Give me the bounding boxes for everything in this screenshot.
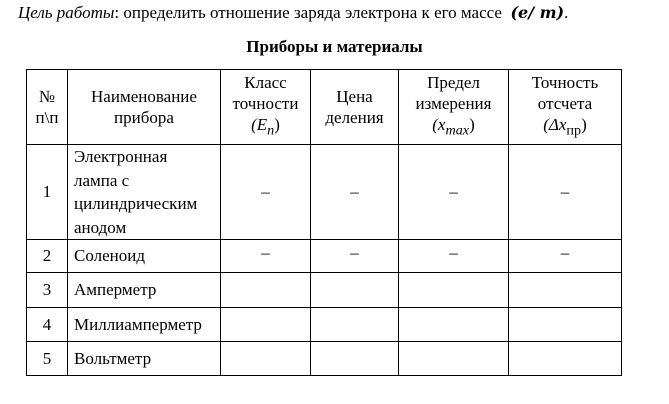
row-name: Вольтметр [68,342,221,376]
table-row [27,145,622,240]
cell-limit [399,308,509,342]
header-class-line1: Класс [244,73,287,93]
header-limit-line2: измерения [415,94,492,114]
cell-class: – [221,240,311,273]
goal-formula: (e/ m) [510,3,565,22]
cell-price [311,342,399,376]
header-price-line1: Цена [336,87,373,106]
cell-limit: – [399,240,509,273]
header-row [27,70,622,145]
goal-text: : определить отношение заряда электрона к его массе [114,3,502,22]
row-name-line: анодом [74,217,127,237]
row-name [68,145,221,240]
goal-label: Цель работы [18,3,115,22]
header-accuracy-line2: отсчета [537,94,593,114]
table-row [27,342,622,376]
row-number: 2 [27,240,68,273]
goal-statement [18,3,568,23]
cell-accuracy [509,308,622,342]
row-number: 3 [27,273,68,308]
cell-class [221,342,311,376]
cell-class [221,308,311,342]
row-name: Миллиамперметр [68,308,221,342]
header-limit-symbol: $(x_{max})$ [432,115,475,139]
cell-price: – [311,145,399,240]
header-num-line2: п\п [35,108,59,127]
header-limit [399,70,509,145]
header-num [27,70,68,145]
table-row [27,240,622,273]
header-accuracy [509,70,622,145]
row-name: Соленоид [68,240,221,273]
goal-end: . [564,3,569,22]
row-number: 4 [27,308,68,342]
row-number: 1 [27,145,68,240]
header-accuracy-symbol: $(\Delta x_{пр})$ [543,115,587,139]
header-class-line2: точности [232,94,299,114]
cell-accuracy: – [509,145,622,240]
cell-class: – [221,145,311,240]
header-class [221,70,311,145]
cell-limit [399,273,509,308]
header-accuracy-line1: Точность [531,73,599,93]
cell-limit [399,342,509,376]
row-name-line: лампа с [74,170,130,190]
header-price-line2: деления [325,108,384,127]
header-class-symbol: $(E_n)$ [251,115,280,139]
header-num-line1: № [38,87,56,106]
row-number: 5 [27,342,68,376]
header-limit-line1: Предел [427,73,480,93]
row-name-line: Электронная [74,147,168,166]
section-heading: Приборы и материалы [246,37,423,56]
cell-class [221,273,311,308]
cell-limit: – [399,145,509,240]
cell-price [311,308,399,342]
table-row [27,308,622,342]
row-name: Амперметр [68,273,221,308]
cell-price [311,273,399,308]
header-name-line2: прибора [114,108,174,127]
header-price [311,70,399,145]
cell-price: – [311,240,399,273]
cell-accuracy [509,342,622,376]
row-name-line: цилиндрическим [74,194,198,213]
cell-accuracy: – [509,240,622,273]
equipment-table [26,69,622,376]
table-row [27,273,622,308]
header-name [68,70,221,145]
cell-accuracy [509,273,622,308]
header-name-line1: Наименование [91,87,197,106]
